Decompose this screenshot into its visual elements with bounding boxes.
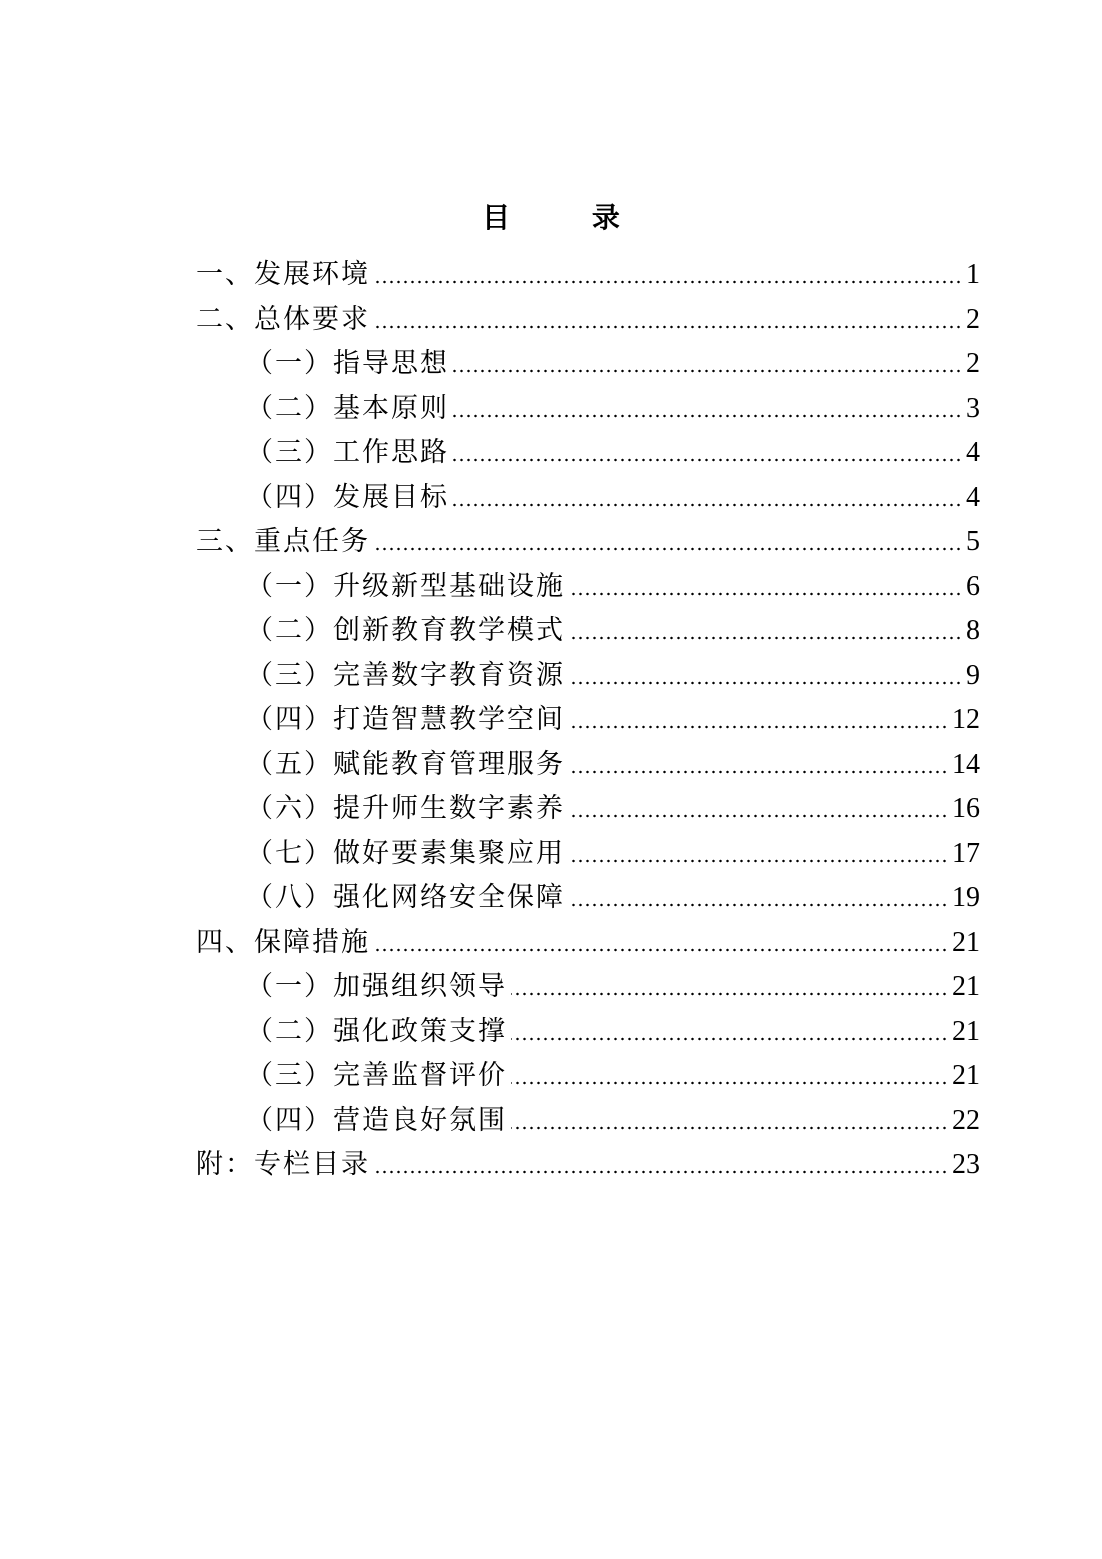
toc-page-number: 19: [952, 882, 980, 913]
toc-page-number: 8: [966, 615, 980, 646]
toc-dot-leader: [374, 947, 948, 953]
toc-page-number: 3: [966, 393, 980, 424]
toc-dot-leader: [569, 813, 948, 819]
toc-page-number: 21: [952, 1016, 980, 1047]
toc-page-number: 16: [952, 793, 980, 824]
toc-page-number: 5: [966, 526, 980, 557]
toc-page-number: 12: [952, 704, 980, 735]
toc-entry[interactable]: [246, 1098, 980, 1138]
toc-entry[interactable]: [246, 341, 980, 381]
toc-dot-leader: [511, 1125, 948, 1131]
toc-entry-label: （二）创新教育教学模式: [246, 615, 565, 646]
toc-entry[interactable]: [196, 519, 980, 559]
toc-entry-label: （五）赋能教育管理服务: [246, 749, 565, 780]
toc-entry-label: （二）强化政策支撑: [246, 1016, 507, 1047]
toc-entry-label: （四）打造智慧教学空间: [246, 704, 565, 735]
toc-dot-leader: [569, 680, 962, 686]
toc-entry-label: 附：专栏目录: [196, 1149, 370, 1180]
toc-entry[interactable]: [246, 653, 980, 693]
toc-entry-label: （三）完善监督评价: [246, 1060, 507, 1091]
toc-entry-label: （二）基本原则: [246, 393, 449, 424]
toc-entry-label: 四、保障措施: [196, 927, 370, 958]
toc-entry-label: （四）营造良好氛围: [246, 1105, 507, 1136]
toc-dot-leader: [374, 546, 962, 552]
toc-page-number: 21: [952, 927, 980, 958]
toc-page-number: 23: [952, 1149, 980, 1180]
toc-entry[interactable]: [246, 742, 980, 782]
toc-entry[interactable]: [246, 430, 980, 470]
toc-dot-leader: [569, 858, 948, 864]
toc-dot-leader: [569, 591, 962, 597]
toc-entry[interactable]: [196, 252, 980, 292]
toc-entry[interactable]: [246, 786, 980, 826]
toc-dot-leader: [569, 769, 948, 775]
toc-dot-leader: [511, 991, 948, 997]
toc-dot-leader: [569, 635, 962, 641]
toc-entry[interactable]: [246, 1009, 980, 1049]
toc-entry-label: （一）升级新型基础设施: [246, 571, 565, 602]
toc-page-number: 9: [966, 660, 980, 691]
toc-entry-label: 二、总体要求: [196, 304, 370, 335]
toc-page-number: 4: [966, 482, 980, 513]
toc-entry[interactable]: [246, 386, 980, 426]
toc-entry-label: （四）发展目标: [246, 482, 449, 513]
toc-dot-leader: [374, 279, 962, 285]
toc-entry[interactable]: [246, 608, 980, 648]
toc-dot-leader: [569, 902, 948, 908]
toc-page-number: 22: [952, 1105, 980, 1136]
toc-entry-label: （三）工作思路: [246, 437, 449, 468]
toc-entry-label: （三）完善数字教育资源: [246, 660, 565, 691]
toc-page-number: 21: [952, 1060, 980, 1091]
toc-entry-label: （一）加强组织领导: [246, 971, 507, 1002]
toc-entry-label: 三、重点任务: [196, 526, 370, 557]
toc-entry[interactable]: [246, 1053, 980, 1093]
toc-dot-leader: [511, 1080, 948, 1086]
toc-page-number: 6: [966, 571, 980, 602]
toc-dot-leader: [374, 324, 962, 330]
toc-page-number: 2: [966, 348, 980, 379]
toc-entry-label: （六）提升师生数字素养: [246, 793, 565, 824]
toc-entry[interactable]: [246, 964, 980, 1004]
toc-page-number: 14: [952, 749, 980, 780]
toc-entry[interactable]: [246, 564, 980, 604]
toc-page-number: 4: [966, 437, 980, 468]
toc-dot-leader: [453, 457, 962, 463]
toc-page-number: 21: [952, 971, 980, 1002]
toc-dot-leader: [511, 1036, 948, 1042]
toc-entry[interactable]: [196, 1142, 980, 1182]
toc-page-number: 17: [952, 838, 980, 869]
toc-entry-label: （一）指导思想: [246, 348, 449, 379]
toc-entry-label: （七）做好要素集聚应用: [246, 838, 565, 869]
toc-entry[interactable]: [196, 920, 980, 960]
toc-dot-leader: [374, 1169, 948, 1175]
toc-entry-label: （八）强化网络安全保障: [246, 882, 565, 913]
toc-entry[interactable]: [246, 475, 980, 515]
toc-entry-label: 一、发展环境: [196, 259, 370, 290]
page-title: 目 录: [482, 201, 656, 234]
toc-dot-leader: [453, 413, 962, 419]
toc-dot-leader: [569, 724, 948, 730]
toc-page-number: 2: [966, 304, 980, 335]
toc-entry[interactable]: [246, 831, 980, 871]
toc-entry[interactable]: [196, 297, 980, 337]
toc-dot-leader: [453, 368, 962, 374]
toc-dot-leader: [453, 502, 962, 508]
toc-entry[interactable]: [246, 697, 980, 737]
toc-page-number: 1: [966, 259, 980, 290]
toc-entry[interactable]: [246, 875, 980, 915]
